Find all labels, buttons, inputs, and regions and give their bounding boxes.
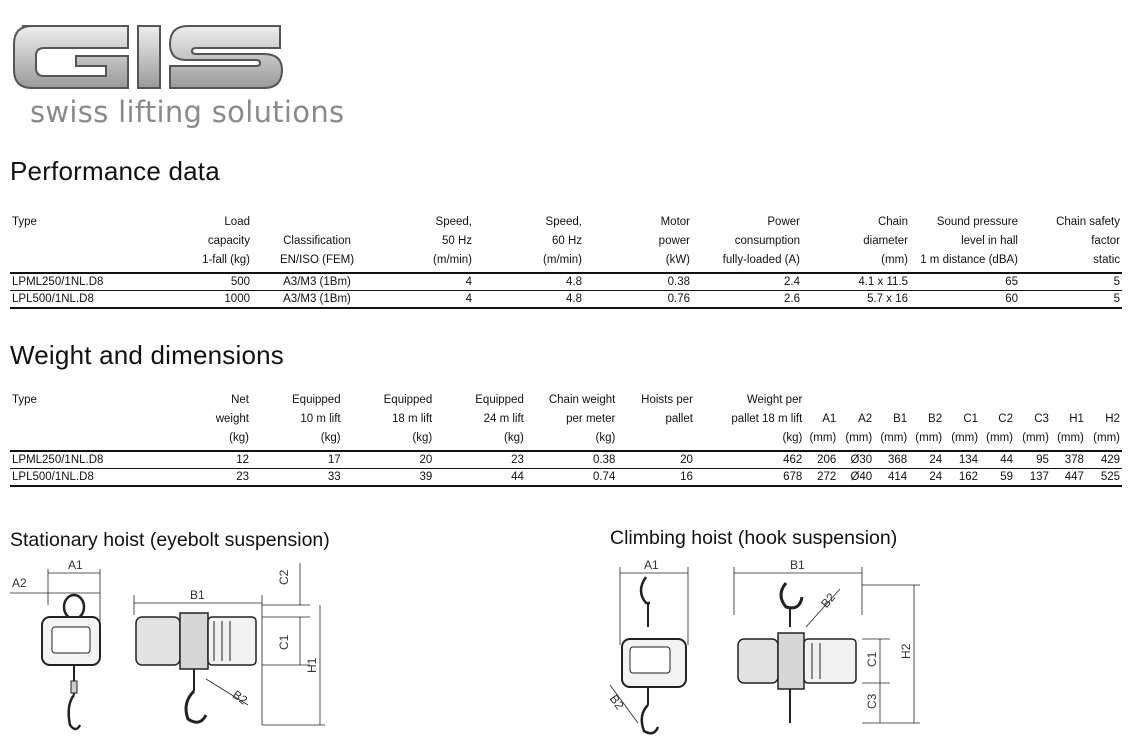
performance-header-row-1: Type Load Speed, Speed, Motor Power Chain Sound pressure Chain safety	[10, 214, 1122, 233]
climbing-hoist-drawing	[600, 555, 940, 755]
weights-header-row-3: (kg) (kg) (kg) (kg) (kg) (kg) (mm) (mm) (mm) (mm) (mm) (mm) (mm) (mm) (mm)	[10, 430, 1122, 451]
dim-label-h2: H2	[899, 643, 913, 659]
dim-label-b1: B1	[190, 588, 205, 602]
dim-label-a1: A1	[68, 558, 83, 572]
dim-label-h1: H1	[305, 657, 319, 673]
dim-label-a2: A2	[12, 576, 27, 590]
dim-label-a1: A1	[644, 558, 659, 572]
table-row: LPL500/1NL.D8 23 33 39 44 0.74 16 678 272 Ø40 414 24 162 59 137 447 525	[10, 469, 1122, 487]
table-row: LPL500/1NL.D8 1000 A3/M3 (1Bm) 4 4.8 0.76 2.6 5.7 x 16 60 5	[10, 291, 1122, 309]
performance-header-row-3: 1-fall (kg) EN/ISO (FEM) (m/min) (m/min) (kW) fully-loaded (A) (mm) 1 m distance (dBA) static	[10, 252, 1122, 273]
stationary-hoist-title: Stationary hoist (eyebolt suspension)	[10, 529, 330, 551]
brand-tagline: swiss lifting solutions	[30, 95, 345, 129]
dim-label-c1: C1	[865, 651, 879, 667]
perf-h-classification: Classification	[283, 235, 351, 247]
performance-table	[10, 214, 1122, 309]
dim-label-b1: B1	[790, 558, 805, 572]
performance-header-row-2: capacity Classification 50 Hz 60 Hz power consumption diameter level in hall factor	[10, 233, 1122, 252]
dim-label-c1: C1	[277, 634, 291, 650]
table-row: LPML250/1NL.D8 12 17 20 23 0.38 20 462 206 Ø30 368 24 134 44 95 378 429	[10, 451, 1122, 469]
perf-h-load: Load	[224, 216, 250, 228]
stationary-hoist-drawing	[0, 555, 340, 755]
dim-label-c2: C2	[277, 569, 291, 585]
weights-table	[10, 392, 1122, 487]
weights-header-row-2: weight 10 m lift 18 m lift 24 m lift per meter pallet pallet 18 m lift A1 A2 B1 B2 C1 C2 C3 H1 H2	[215, 413, 1120, 425]
dim-label-b2: B2	[818, 590, 839, 611]
perf-h-type: Type	[12, 216, 37, 228]
performance-title: Performance data	[10, 156, 220, 186]
table-row: LPML250/1NL.D8 500 A3/M3 (1Bm) 4 4.8 0.38 2.4 4.1 x 11.5 65 5	[10, 273, 1122, 291]
climbing-hoist-title: Climbing hoist (hook suspension)	[610, 527, 898, 549]
dim-label-c3: C3	[865, 693, 879, 709]
dim-label-b2: B2	[229, 687, 250, 708]
weights-header-row-1: Type Net Equipped Equipped Equipped Chain weight Hoists per Weight per	[12, 394, 803, 406]
dim-label-b2-front: B2	[606, 692, 627, 713]
weights-title: Weight and dimensions	[10, 340, 284, 370]
